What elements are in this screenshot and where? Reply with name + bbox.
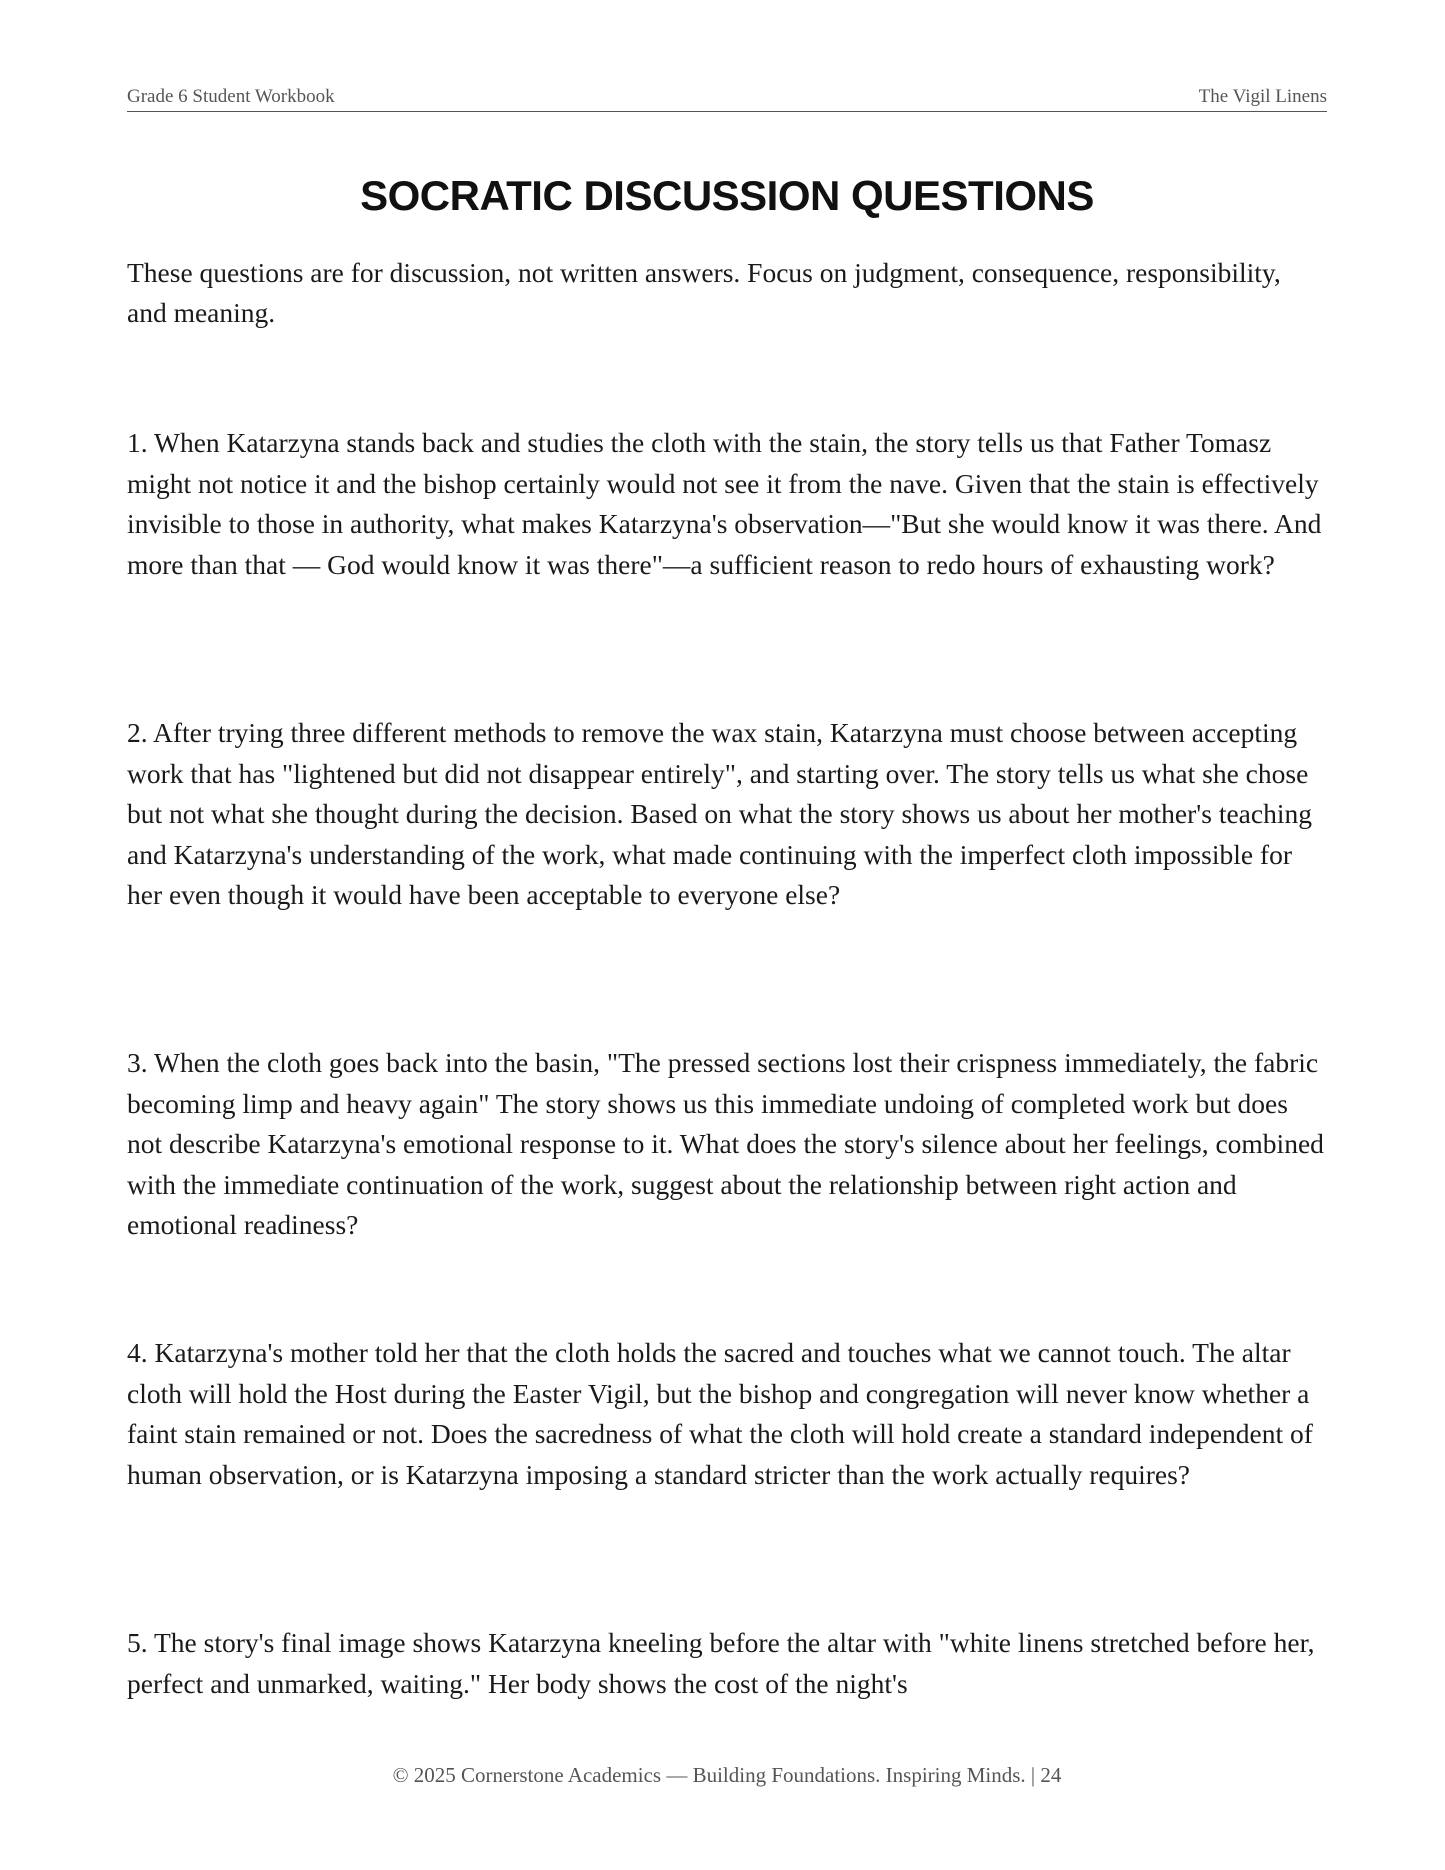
page-footer: © 2025 Cornerstone Academics — Building Foundations. Inspiring Minds. | 24 xyxy=(392,1763,1062,1787)
page-content xyxy=(127,253,1327,1699)
question-4: 4. Katarzyna's mother told her that the cloth holds the sacred and touches what we cannot touch. The altar cloth will hold the Host during the Easter Vigil, but the bishop and congregation will never know whether a faint stain remained or not. Does the sacredness of what the cloth will hold create a standard independent of human observation, or is Katarzyna imposing a standard stricter than the work actually requires? xyxy=(127,1337,1313,1490)
header-workbook-title: Grade 6 Student Workbook xyxy=(127,86,335,107)
header-story-title: The Vigil Linens xyxy=(1198,86,1327,107)
question-1: 1. When Katarzyna stands back and studies the cloth with the stain, the story tells us that Father Tomasz might not notice it and the bishop certainly would not see it from the nave. Given that the stain is effectively invisible to those in authority, what makes Katarzyna's observation—"But she would know it was there. And more than that — God would know it was there"—a sufficient reason to redo hours of exhausting work? xyxy=(127,427,1322,580)
page-header xyxy=(127,84,1327,112)
intro-paragraph: These questions are for discussion, not written answers. Focus on judgment, consequence, responsibility, and meaning. xyxy=(127,257,1281,328)
page-title: SOCRATIC DISCUSSION QUESTIONS xyxy=(360,172,1094,219)
question-2: 2. After trying three different methods to remove the wax stain, Katarzyna must choose between accepting work that has "lightened but did not disappear entirely", and starting over. The story tells us what she chose but not what she thought during the decision. Based on what the story shows us about her mother's teaching and Katarzyna's understanding of the work, what made continuing with the imperfect cloth impossible for her even though it would have been acceptable to everyone else? xyxy=(127,717,1312,910)
question-3: 3. When the cloth goes back into the basin, "The pressed sections lost their crispness immediately, the fabric becoming limp and heavy again" The story shows us this immediate undoing of completed work but does not describe Katarzyna's emotional response to it. What does the story's silence about her feelings, combined with the immediate continuation of the work, suggest about the relationship between right action and emotional readiness? xyxy=(127,1047,1324,1240)
question-5: 5. The story's final image shows Katarzyna kneeling before the altar with "white linens stretched before her, perfect and unmarked, waiting." Her body shows the cost of the night's xyxy=(127,1627,1315,1699)
